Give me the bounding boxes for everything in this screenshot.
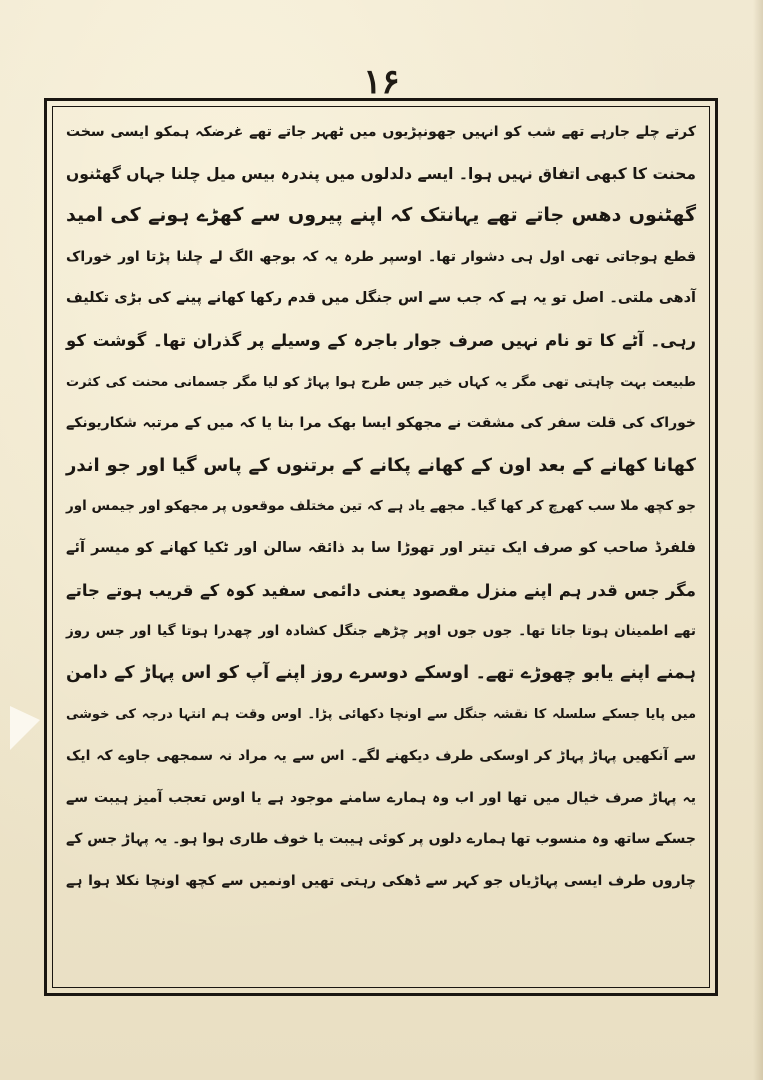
text-line: آدھی ملتی۔ اصل تو یہ ہے کہ جب سے اس جنگل میں قدم رکھا کھانے پینے کی بڑی تکلیف — [66, 290, 696, 307]
text-line: کرتے چلے جارہے تھے شب کو انہیں جھونپڑیوں میں ٹھہر جاتے تھے غرضکہ ہمکو ایسی سخت — [66, 124, 696, 140]
text-line: گھٹنوں دھس جاتے تھے یہانتک کہ اپنے پیروں سے کھڑے ہونے کی امید — [66, 204, 696, 227]
text-line: قطع ہوجاتی تھی اول ہی دشوار تھا۔ اوسپر طرہ یہ کہ بوجھ الگ لے چلنا پڑتا اور خوراک — [66, 248, 696, 265]
text-line: خوراک کی قلت سفر کی مشقت نے مجھکو ایسا بھک مرا بنا یا کہ میں کے مرتبہ شکاریونکے — [66, 415, 696, 432]
text-line: جسکے ساتھ وہ منسوب تھا ہمارے دلوں پر کوئی ہیبت یا خوف طاری ہوا ہو۔ یہ پہاڑ جس کے — [66, 831, 696, 848]
text-line: ہمنے اپنے یابو چھوڑے تھے۔ اوسکے دوسرے روز اپنے آپ کو اس پہاڑ کے دامن — [66, 662, 696, 683]
text-line: تھے اطمینان ہوتا جاتا تھا۔ جوں جوں اوپر چڑھے جنگل کشادہ اور چھدرا ہوتا گیا اور جس روز — [66, 623, 696, 640]
text-line: رہی۔ آٹے کا تو نام نہیں صرف جوار باجرہ کے وسیلے پر گذران تھا۔ گوشت کو — [66, 330, 696, 350]
page-number: ۱۶ — [363, 62, 400, 102]
text-line: میں پایا جسکے سلسلہ کا نقشہ جنگل سے اونچا دکھائی پڑا۔ اوس وقت ہم انتہا درجہ کی خوشی — [66, 707, 696, 723]
text-line: چاروں طرف ایسی پہاڑیاں جو کہر سے ڈھکی رہتی تھیں اونمیں سے کچھ اونچا نکلا ہوا ہے — [66, 872, 696, 889]
text-line: محنت کا کبھی اتفاق نہیں ہوا۔ ایسے دلدلوں میں پندرہ بیس میل چلنا جہاں گھٹنوں — [66, 164, 696, 183]
body-text — [60, 112, 702, 986]
text-line: کھانا کھانے کے بعد اون کے کھانے پکانے کے برتنوں کے پاس گیا اور جو اندر — [66, 454, 696, 476]
text-line: فلفرڈ صاحب کو صرف ایک تیتر اور تھوڑا سا بد ذائقہ سالن اور ٹکیا کھانے کو میسر آئے — [66, 539, 696, 556]
text-line: مگر جس قدر ہم اپنے منزل مقصود یعنی دائمی سفید کوہ کے قریب ہوتے جاتے — [66, 580, 696, 600]
text-line: یہ پہاڑ صرف خیال میں تھا اور اب وہ ہمارے سامنے موجود ہے یا اوس تعجب آمیز ہیبت سے — [66, 789, 696, 806]
page-edge-shadow — [753, 0, 763, 1080]
paper-tear — [10, 706, 40, 750]
text-line: طبیعت بہت چاہتی تھی مگر یہ کہاں خیر جس طرح ہوا پہاڑ کو لیا مگر جسمانی محنت کی کثرت — [66, 374, 696, 390]
text-line: جو کچھ ملا سب کھرچ کر کھا گیا۔ مجھے یاد ہے کہ تین مختلف موقعوں پر مجھکو اور جیمس اور — [66, 498, 696, 515]
text-line: سے آنکھیں پہاڑ پہاڑ کر اوسکی طرف دیکھنے لگے۔ اس سے یہ مراد نہ سمجھی جاوے کہ ایک — [66, 747, 696, 764]
